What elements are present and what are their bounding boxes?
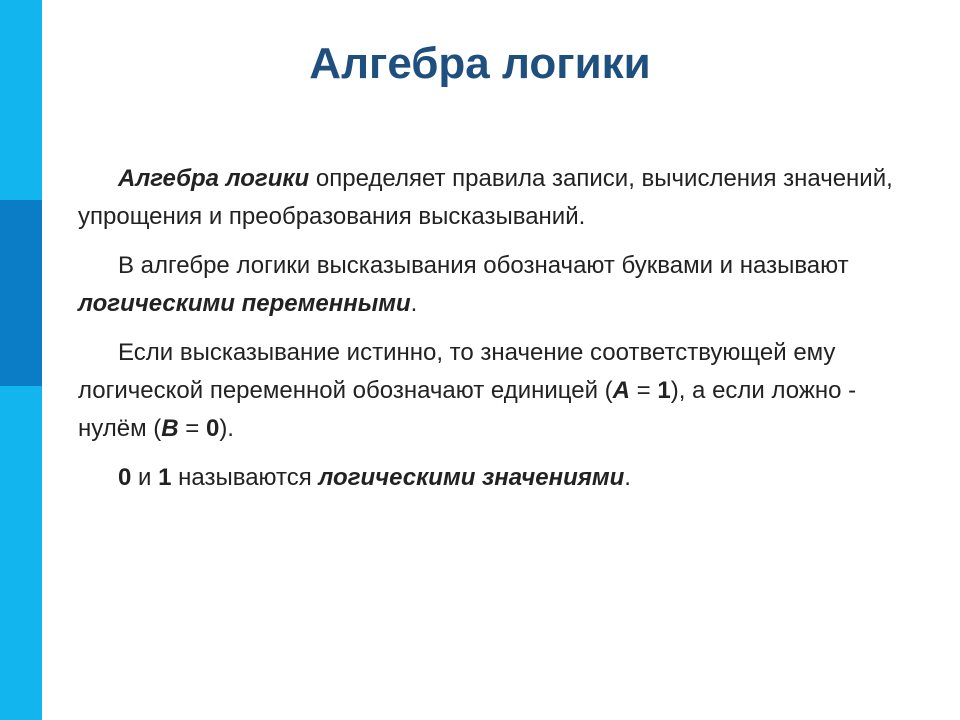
values-meaning-text: Если высказывание истинно, то значение соответствующей ему логической переменной обозначают единицей ( — [78, 339, 836, 404]
value-one: 1 — [657, 377, 671, 404]
left-sidebar-bar — [0, 0, 42, 720]
logical-values-mid: называются — [171, 464, 319, 491]
term-logical-values: логическими значениями — [318, 464, 625, 491]
value-zero: 0 — [205, 415, 220, 442]
paragraph-variables — [78, 247, 908, 323]
paragraph-values-meaning — [78, 334, 908, 448]
values-meaning-mid: ), а если ложно - нулём ( — [78, 377, 857, 442]
slide-content — [78, 160, 908, 508]
digit-zero: 0 — [118, 464, 132, 491]
definition-text: определяет правила записи, вычисления значений, упрощения и преобразования высказываний. — [78, 165, 893, 230]
equals-a: = — [630, 377, 658, 404]
term-logical-variables: логическими переменными — [78, 290, 411, 317]
conjunction-and: и — [131, 464, 159, 491]
values-meaning-end: ). — [219, 415, 234, 442]
variables-period: . — [410, 290, 418, 317]
variable-b: В — [161, 415, 179, 442]
sidebar-accent-band — [0, 200, 42, 386]
variables-text: В алгебре логики высказывания обозначают буквами и называют — [118, 252, 849, 279]
paragraph-definition — [78, 160, 908, 236]
digit-one: 1 — [158, 464, 172, 491]
equals-b: = — [178, 415, 206, 442]
logical-values-period: . — [624, 464, 631, 491]
paragraph-logical-values — [78, 459, 908, 497]
term-logic-algebra: Алгебра логики — [118, 165, 310, 192]
variable-a: А — [612, 377, 630, 404]
slide-title: Алгебра логики — [309, 39, 651, 88]
